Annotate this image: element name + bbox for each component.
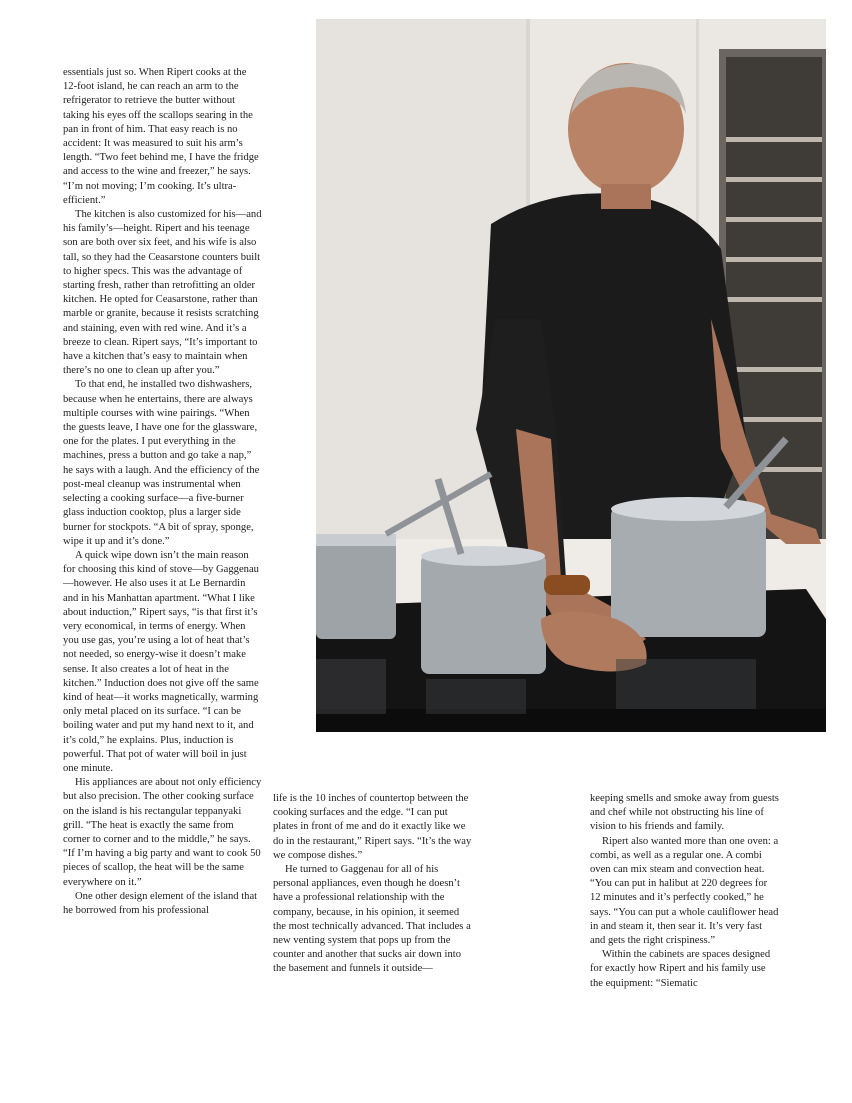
kitchen-photo [316,19,826,732]
article-column-1 [63,66,263,918]
paragraph: The kitchen is also customized for his—and his family’s—height. Ripert and his teenage son are both over six feet, and his wife is also tall, so they had the Ceasarstone counters built to higher specs. This was the advantage of starting fresh, rather than retrofitting an older kitchen. He opted for Ceasarstone, rather than marble or granite, because it resists scratching and staining, even with red wine. And it’s a breeze to clean. Ripert says, “It’s important to have a kitchen that’s easy to maintain when there’s no one to clean up after you.” [63,209,262,377]
paragraph: essentials just so. When Ripert cooks at the 12-foot island, he can reach an arm to the refrigerator to retrieve the butter without taking his eyes off the scallops searing in the pan in front of him. That easy reach is no accident: It was measured to suit his arm’s length. “Two feet behind me, I have the fridge and access to the wine and freezer,” he says. “I’m not moving; I’m cooking. It’s ultra-efficient.” [63,67,259,206]
paragraph: One other design element of the island that he borrowed from his professional [63,890,258,916]
paragraph: keeping smells and smoke away from guests and chef while not obstructing his line of vision to his friends and family. [590,793,779,833]
article-column-3 [590,792,780,991]
paragraph: He turned to Gaggenau for all of his personal appliances, even though he doesn’t have a professional relationship with the company, because, in his opinion, it seemed the most technically advanced. That includes a new venting system that pops up from the counter and another that sucks air down into the basement and funnels it outside— [273,864,471,975]
paragraph: To that end, he installed two dishwashers, because when he entertains, there are always multiple courses with wine pairings. “When the guests leave, I have one for the glassware, one for the plates. I put everything in the machines, press a button and go take a nap,” he says with a laugh. And the efficiency of the post-meal cleanup was instrumental when selecting a cooking surface—a five-burner glass induction cooktop, plus a larger side burner for stockpots. “A bit of spray, sponge, wipe it up and it’s done.” [63,379,260,547]
paragraph: A quick wipe down isn’t the main reason for choosing this kind of stove—by Gaggenau—however. He also uses it at Le Bernardin and in his Manhattan apartment. “What I like about induction,” Ripert says, “is that first it’s very economical, in terms of energy. When you use gas, you’re using a lot of heat that’s not needed, so energy-wise it doesn’t make sense. It also creates a lot of heat in the kitchen.” Induction does not give off the same kind of heat—it works magnetically, warming only metal placed on its surface. “I can be boiling water and put my hand next to it, and it’s cold,” he explains. Plus, induction is powerful. That pot of water will boil in just one minute. [63,549,259,774]
paragraph: Within the cabinets are spaces designed for exactly how Ripert and his family use the equipment: “Siematic [590,949,771,989]
paragraph: life is the 10 inches of countertop between the cooking surfaces and the edge. “I can put plates in front of me and do it exactly like we do in the restaurant,” Ripert says. “It’s the way we compose dishes.” [273,793,472,861]
paragraph: His appliances are about not only efficiency but also precision. The other cooking surface on the island is his rectangular teppanyaki grill. “The heat is exactly the same from corner to corner and to the middle,” he says. “If I’m having a big party and want to cook 50 pieces of scallop, the heat will be the same everywhere on it.” [63,777,262,888]
article-column-2 [273,792,473,977]
paragraph: Ripert also wanted more than one oven: a combi, as well as a regular one. A combi oven can mix steam and convection heat. “You can put in halibut at 220 degrees for 12 minutes and it’s perfectly cooked,” he says. “You can put a whole cauliflower head in and steam it, then sear it. It’s very fast and gets the right crispiness.” [590,835,779,947]
